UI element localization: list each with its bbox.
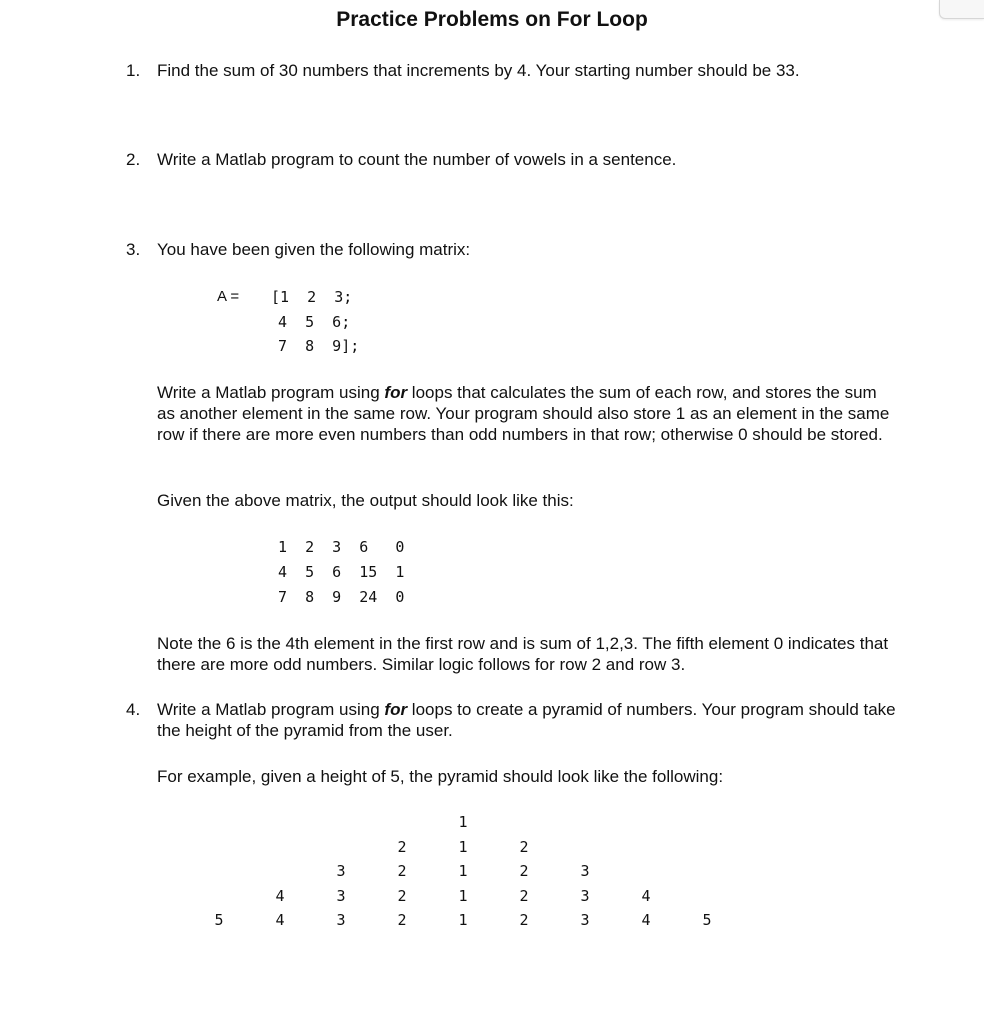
pyramid-number: 1 [458, 911, 468, 929]
pyramid-number: 3 [336, 911, 346, 929]
problem-3-desc-before: Write a Matlab program using [157, 383, 385, 402]
pyramid-number: 5 [702, 911, 712, 929]
pyramid-number: 2 [519, 862, 529, 880]
problem-2-number: 2. [126, 150, 141, 169]
pyramid-number: 1 [458, 886, 468, 905]
problem-1-number: 1. [126, 61, 141, 80]
pyramid-number: 2 [397, 837, 407, 856]
matrix-line-2: 4 5 6; [278, 313, 351, 331]
output-line-1: 1 2 3 6 0 [278, 538, 405, 556]
pyramid-number: 2 [397, 862, 407, 880]
pyramid-number: 1 [458, 862, 468, 880]
problem-1-text: Find the sum of 30 numbers that increments by 4. Your starting number should be 33. [157, 61, 800, 80]
pyramid-number: 1 [458, 813, 468, 831]
pyramid-number: 2 [519, 837, 529, 856]
pyramid-number: 3 [580, 862, 590, 880]
problem-4-number: 4. [126, 700, 141, 719]
matrix-line-1: [1 2 3; [271, 288, 353, 306]
pyramid-number: 4 [641, 911, 651, 929]
pyramid-number: 2 [519, 886, 529, 905]
output-line-2: 4 5 6 15 1 [278, 563, 405, 581]
problem-4-description [157, 699, 897, 741]
matrix-line-3: 7 8 9]; [278, 337, 360, 355]
pyramid-number: 3 [580, 911, 590, 929]
pyramid-number: 2 [519, 911, 529, 929]
pyramid-number: 4 [275, 911, 285, 929]
problem-3-given-text: Given the above matrix, the output should look like this: [157, 491, 574, 510]
pyramid-number: 1 [458, 837, 468, 856]
matrix-label: A = [217, 288, 240, 305]
pyramid-number: 4 [275, 886, 285, 905]
pyramid-number: 3 [336, 862, 346, 880]
problem-2-text: Write a Matlab program to count the number of vowels in a sentence. [157, 150, 677, 169]
problem-3-note: Note the 6 is the 4th element in the first row and is sum of 1,2,3. The fifth element 0 indicates that there are more odd numbers. Similar logic follows for row 2 and row 3. [157, 634, 889, 674]
for-keyword: for [384, 383, 408, 402]
problem-3-description [157, 382, 897, 445]
pyramid-number: 4 [641, 886, 651, 905]
problem-3-text: You have been given the following matrix: [157, 240, 471, 259]
pyramid-number: 3 [336, 886, 346, 905]
problem-3-desc-after: loops that calculates the sum of each row, and stores the sum as another element in the same row. Your program should also store 1 as an element in the same row if there are more even numbers than odd numbers in that row; otherwise 0 should be stored. [157, 383, 890, 444]
pyramid-number: 3 [580, 886, 590, 905]
pyramid-number: 2 [397, 886, 407, 905]
problem-4-desc-before: Write a Matlab program using [157, 700, 385, 719]
problem-4-desc-after: loops to create a pyramid of numbers. Your program should take the height of the pyramid from the user. [157, 700, 896, 740]
problem-3-number: 3. [126, 240, 141, 259]
pyramid-number: 5 [214, 911, 224, 929]
pyramid-number: 2 [397, 911, 407, 929]
problem-4-example-text: For example, given a height of 5, the pyramid should look like the following: [157, 767, 724, 786]
for-keyword: for [384, 700, 408, 719]
page-title: Practice Problems on For Loop [336, 8, 648, 31]
output-line-3: 7 8 9 24 0 [278, 588, 405, 606]
